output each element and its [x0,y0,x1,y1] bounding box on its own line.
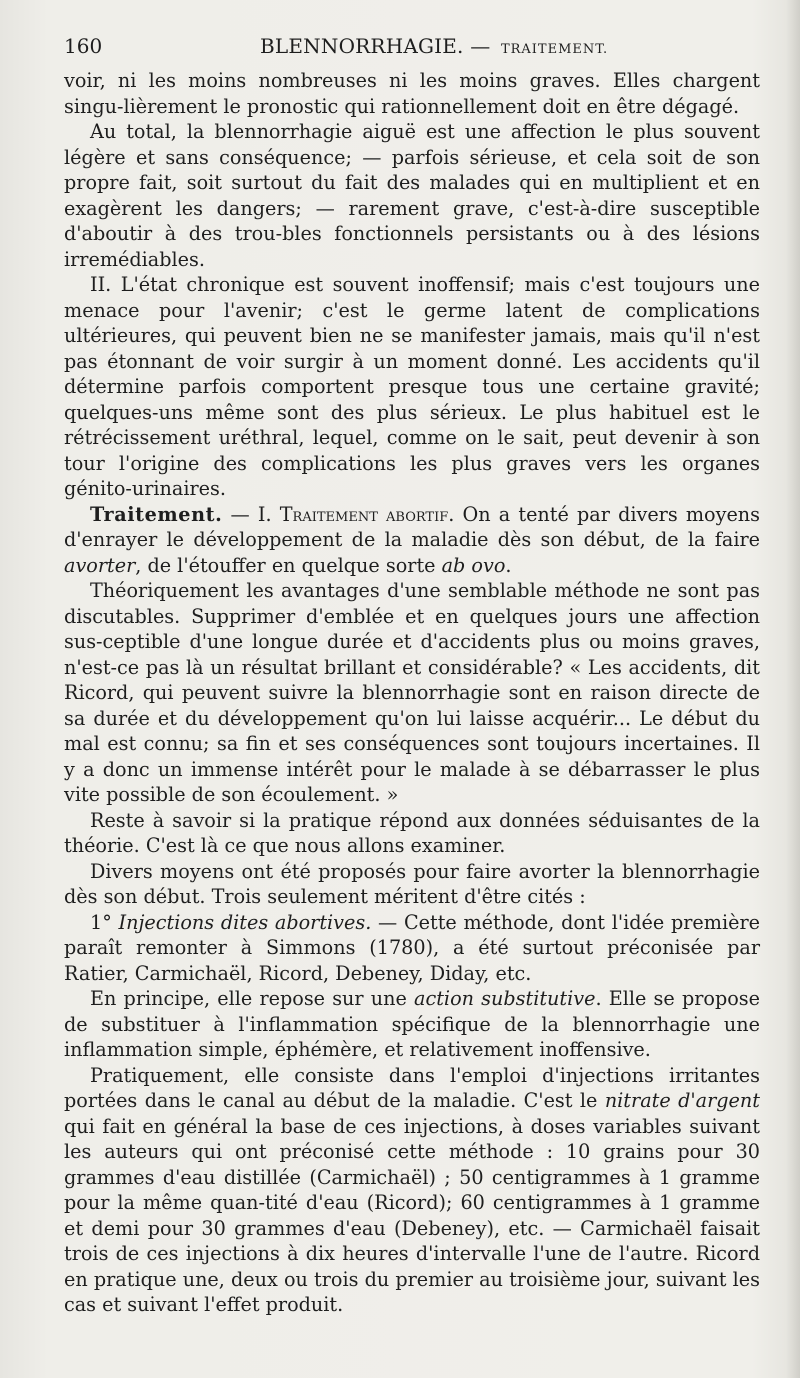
italic-injections-title: Injections dites abortives. [118,910,372,934]
treatment-text-c: . [505,553,512,577]
italic-avorter: avorter [64,553,136,577]
injections-text: — Cette méthode, dont l'idée première paraît remonter à Simmons (1780), a été surtout préconisée par Ratier, Carmichaël, Ricord, Debeney, Diday, etc. [64,910,761,985]
principle-text-a: En principe, elle repose sur une [90,987,415,1010]
subsection-heading-abortif: Traitement abortif. [279,502,455,526]
paragraph-summary: Au total, la blennorrhagie aiguë est une affection le plus souvent légère et sans conséquence; — parfois sérieuse, et cela soit de son propre fait, soit surtout du fait des malades qui en multiplient et en exagèrent les dangers; — rarement grave, c'est-à-dire susceptible d'aboutir à des trou-bles fonctionnels persistants ou à des lésions irremédiables. [64,120,760,271]
practice-text-b: qui fait en général la base de ces injections, à doses variables suivant les auteurs qui ont préconisé cette méthode : 10 grains pour 30 grammes d'eau distillée (Carmichaël) ; 50 centigrammes à 1 gramme pour la même quan-tité d'eau (Ricord); 60 centigrammes à 1 gramme et demi pour 30 grammes d'eau (Debeney), etc. — Carmichaël faisait trois de ces injections à dix heures d'intervalle l'une de l'autre. Ricord en pratique une, deux ou trois du premier au troisième jour, suivant les cas et suivant l'effet produit. [64,1114,760,1316]
subsection-number: I. [257,502,280,526]
paragraph-treatment-intro [64,502,760,579]
item-number: 1° [90,910,119,934]
paragraph-continued: voir, ni les moins nombreuses ni les moins graves. Elles chargent singu-lièrement le pronostic qui rationnellement doit en être dégagé. [64,69,760,118]
practice-text-a: Pratiquement, elle consiste dans l'emploi d'injections irritantes portées dans le canal au début de la maladie. C'est le [64,1063,760,1112]
page-header [64,34,764,60]
treatment-text-a: On a tenté par divers moyens d'enrayer le développement de la maladie dès son début, de la faire [64,502,760,551]
heading-dash: — [222,502,258,526]
page-number: 160 [64,34,103,58]
italic-action-substitutive: action substitutive [414,987,596,1010]
paragraph-chronic-state: II. L'état chronique est souvent inoffensif; mais c'est toujours une menace pour l'avenir; c'est le germe latent de complications ultérieures, qui peuvent bien ne se manifester jamais, mais qu'il n'est pas étonnant de voir surgir à un moment donné. Les accidents qu'il détermine parfois comportent presque tous une certaine gravité; quelques-uns même sont des plus sérieux. Le plus habituel est le rétrécissement uréthral, lequel, comme on le sait, peut devenir à son tour l'origine des complications les plus graves vers les organes génito-urinaires. [64,273,760,500]
paragraph-practice-question: Reste à savoir si la pratique répond aux données séduisantes de la théorie. C'est là ce que nous allons examiner. [64,808,760,857]
paragraph-principle [64,986,760,1063]
section-heading-traitement: Traitement. [90,502,223,526]
italic-nitrate-argent: nitrate d'argent [604,1089,760,1112]
running-section: TRAITEMENT. [500,42,609,57]
running-title: BLENNORRHAGIE. [260,34,464,58]
italic-ab-ovo: ab ovo [441,553,506,577]
paragraph-methods: Divers moyens ont été proposés pour faire avorter la blennorrhagie dès son début. Trois seulement méritent d'être cités : [64,859,760,908]
page-edge-shadow [786,0,800,1378]
treatment-text-b: , de l'étouffer en quelque sorte [135,553,442,577]
running-head [260,34,608,58]
body-text [64,68,760,1318]
principle-text-b: . Elle se propose de substituer à l'inflammation spécifique de la blennorrhagie une inflammation simple, éphémère, et relativement inoffensive. [64,987,760,1061]
paragraph-theory: Théoriquement les avantages d'une semblable méthode ne sont pas discutables. Supprimer d'emblée et en quelques jours une affection sus-ceptible d'une longue durée et d'accidents plus ou moins graves, n'est-ce pas là un résultat brillant et considérable? « Les accidents, dit Ricord, qui peuvent suivre la blennorrhagie sont en raison directe de sa durée et du développement qu'on lui laisse acquérir... Le début du mal est connu; sa fin et ses conséquences sont toujours incertaines. Il y a donc un immense intérêt pour le malade à se débarrasser le plus vite possible de son écoulement. » [64,579,760,806]
paragraph-injections [64,910,760,987]
paragraph-practice [64,1063,760,1318]
header-dash: — [470,34,491,58]
